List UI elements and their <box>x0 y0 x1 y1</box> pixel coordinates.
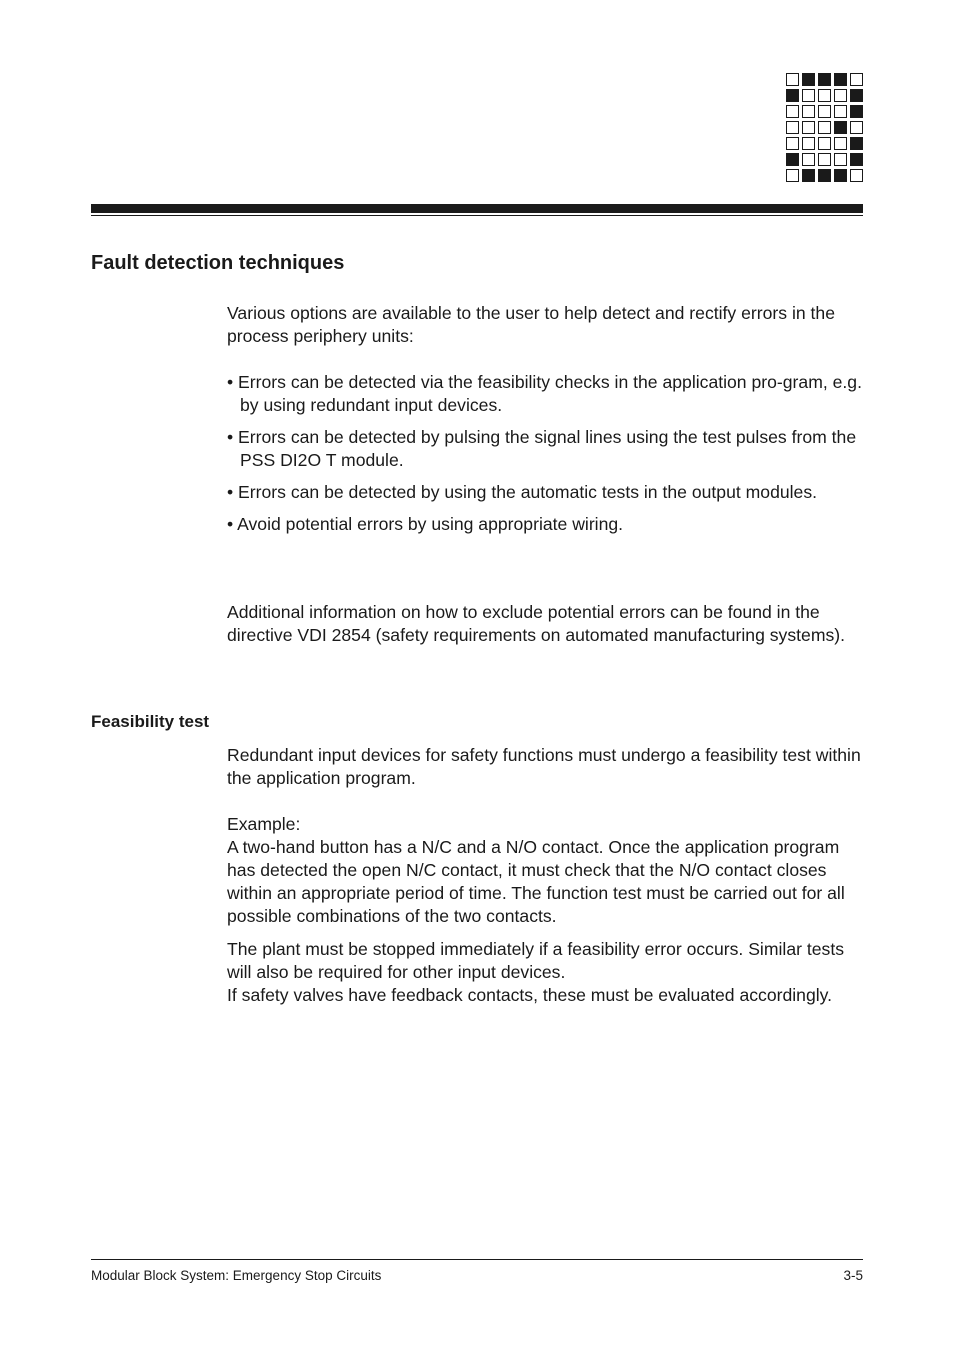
logo-cell <box>818 121 831 134</box>
logo-cell <box>786 73 799 86</box>
logo-cell <box>802 105 815 118</box>
safety-valves-paragraph: If safety valves have feedback contacts, these must be evaluated accordingly. <box>227 985 833 1005</box>
logo-cell <box>802 153 815 166</box>
company-logo <box>786 73 865 183</box>
logo-cell <box>802 73 815 86</box>
logo-cell <box>802 89 815 102</box>
logo-cell <box>834 169 847 182</box>
logo-cell <box>834 73 847 86</box>
logo-cell <box>834 137 847 150</box>
intro-paragraph: Various options are available to the user to help detect and rectify errors in the process periphery units: <box>227 303 835 346</box>
logo-cell <box>834 153 847 166</box>
logo-cell <box>818 169 831 182</box>
logo-cell <box>850 153 863 166</box>
logo-cell <box>834 105 847 118</box>
logo-cell <box>850 73 863 86</box>
logo-cell <box>834 121 847 134</box>
logo-cell <box>786 89 799 102</box>
logo-cell <box>786 137 799 150</box>
logo-cell <box>850 105 863 118</box>
subsection-heading: Feasibility test <box>91 712 210 731</box>
footer-title: Modular Block System: Emergency Stop Circuits <box>91 1268 382 1283</box>
logo-cell <box>802 121 815 134</box>
section-heading: Fault detection techniques <box>91 252 345 274</box>
page-number: 3-5 <box>843 1268 863 1283</box>
logo-cell <box>850 169 863 182</box>
bullet-item: • Errors can be detected by pulsing the signal lines using the test pulses from the PSS DI2O T module. <box>227 427 857 470</box>
example-paragraph: A two-hand button has a N/C and a N/O contact. Once the application program has detected the open N/C contact, it must check that the N/O contact closes within an appropriate period of time. The function test must be carried out for all possible combinations of the two contacts. <box>227 837 845 926</box>
header-rule-thin <box>91 215 863 216</box>
logo-cell <box>818 89 831 102</box>
logo-cell <box>818 105 831 118</box>
feasibility-paragraph: Redundant input devices for safety functions must undergo a feasibility test within the application program. <box>227 745 861 788</box>
logo-cell <box>850 89 863 102</box>
logo-cell <box>802 137 815 150</box>
logo-cell <box>834 89 847 102</box>
logo-cell <box>818 137 831 150</box>
logo-cell <box>850 137 863 150</box>
logo-cell <box>786 169 799 182</box>
logo-cell <box>850 121 863 134</box>
bullet-item: • Avoid potential errors by using appropriate wiring. <box>227 514 624 534</box>
logo-cell <box>802 169 815 182</box>
bullet-item: • Errors can be detected by using the automatic tests in the output modules. <box>227 482 818 502</box>
logo-cell <box>818 153 831 166</box>
bullet-item: • Errors can be detected via the feasibility checks in the application pro-gram, e.g. by using redundant input devices. <box>227 372 862 415</box>
logo-cell <box>786 105 799 118</box>
logo-cell <box>818 73 831 86</box>
logo-cell <box>786 153 799 166</box>
bullet-list <box>227 371 867 545</box>
additional-info-paragraph: Additional information on how to exclude potential errors can be found in the directive VDI 2854 (safety requirements on automated manufacturing systems). <box>227 602 846 645</box>
footer-rule <box>91 1259 863 1260</box>
logo-cell <box>786 121 799 134</box>
example-label: Example: <box>227 814 301 834</box>
plant-stop-paragraph: The plant must be stopped immediately if a feasibility error occurs. Similar tests will also be required for other input devices. <box>227 939 845 982</box>
header-rule-thick <box>91 204 863 213</box>
